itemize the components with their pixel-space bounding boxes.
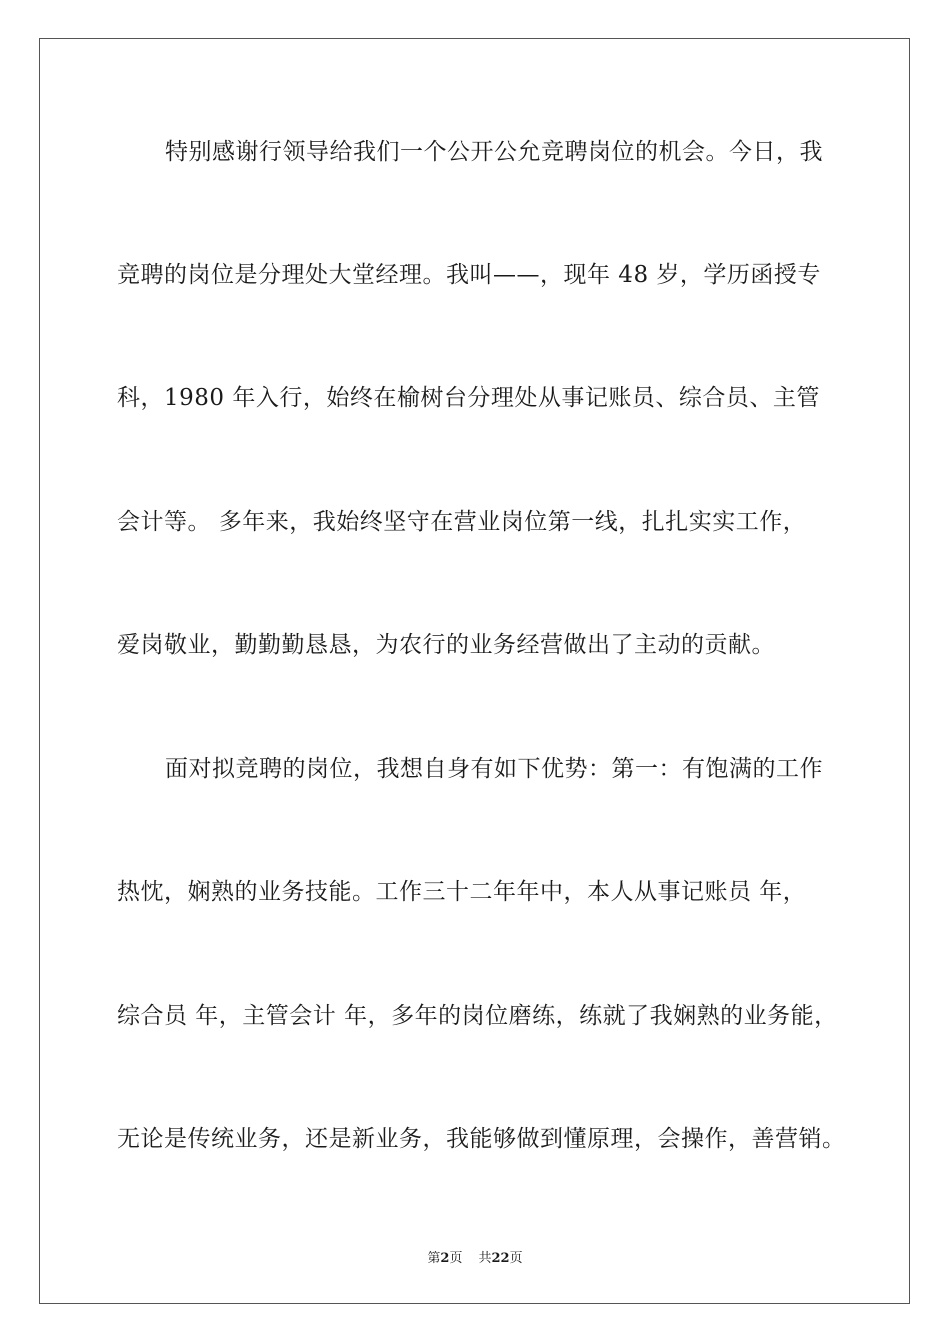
- page-current: 2: [440, 1251, 450, 1266]
- paragraph-1-line-2: 竞聘的岗位是分理处大堂经理。我叫——，现年 48 岁，学历函授专: [117, 262, 821, 288]
- paragraph-2-line-4: 无论是传统业务，还是新业务，我能够做到懂原理，会操作，善营销。: [117, 1126, 846, 1152]
- page-suffix: 页: [449, 1251, 463, 1266]
- page-footer: [0, 1247, 950, 1266]
- paragraph-2-line-1: 面对拟竞聘的岗位，我想自身有如下优势：第一：有饱满的工作: [165, 756, 823, 782]
- paragraph-1-line-5: 爱岗敬业，勤勤勤恳恳，为农行的业务经营做出了主动的贡献。: [117, 632, 775, 658]
- paragraph-1-line-1: 特别感谢行领导给我们一个公开公允竞聘岗位的机会。今日，我: [165, 139, 823, 165]
- page-border: [39, 38, 910, 1304]
- paragraph-1-line-3: 科，1980 年入行，始终在榆树台分理处从事记账员、综合员、主管: [117, 385, 820, 411]
- total-prefix: 共: [478, 1251, 492, 1266]
- paragraph-2-line-2: 热忱，娴熟的业务技能。工作三十二年年中，本人从事记账员 年，: [117, 879, 807, 905]
- page-prefix: 第: [427, 1251, 441, 1266]
- total-suffix: 页: [509, 1251, 523, 1266]
- paragraph-1-line-4: 会计等。 多年来，我始终坚守在营业岗位第一线，扎扎实实工作，: [117, 509, 807, 535]
- page-total: 22: [491, 1251, 510, 1266]
- paragraph-2-line-3: 综合员 年，主管会计 年，多年的岗位磨练，练就了我娴熟的业务能，: [117, 1003, 838, 1029]
